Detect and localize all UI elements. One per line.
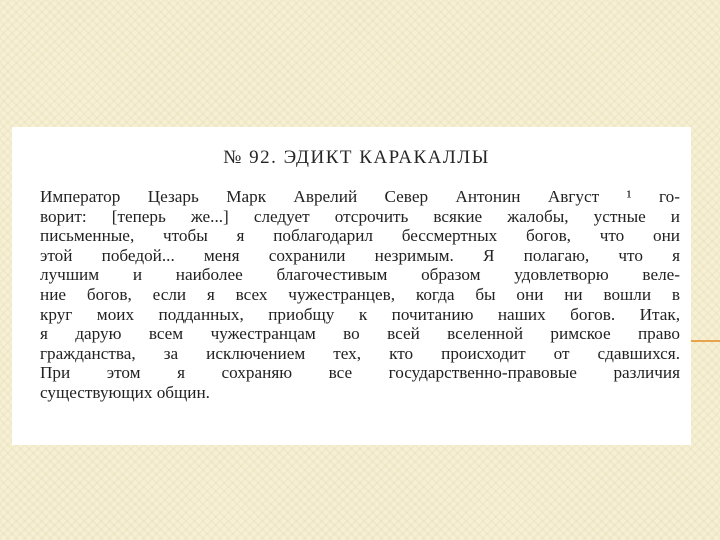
document-panel: [12, 127, 691, 445]
text-line-9: гражданства, за исключением тех, кто происходит от сдавшихся.: [40, 343, 680, 363]
text-line-10: При этом я сохраняю все государственно-правовые различия: [40, 363, 680, 383]
text-line-2: ворит: [теперь же...] следует отсрочить всякие жалобы, устные и: [40, 206, 680, 226]
text-line-7: круг моих подданных, приобщу к почитанию наших богов. Итак,: [40, 304, 680, 324]
text-line-1: Император Цезарь Марк Аврелий Север Антонин Август ¹ го-: [40, 187, 680, 206]
decorative-accent-line: [690, 340, 720, 342]
text-line-6: ние богов, если я всех чужестранцев, когда бы они ни вошли в: [40, 284, 680, 304]
text-line-4: этой победой... меня сохранили незримым. Я полагаю, что я: [40, 245, 680, 265]
document-body: [40, 187, 680, 403]
document-title: № 92. ЭДИКТ КАРАКАЛЛЫ: [223, 147, 490, 168]
text-line-11: существующих общин.: [40, 382, 210, 402]
text-line-3: письменные, чтобы я поблагодарил бессмертных богов, что они: [40, 226, 680, 246]
text-line-5: лучшим и наиболее благочестивым образом удовлетворю веле-: [40, 265, 680, 285]
text-line-8: я дарую всем чужестранцам во всей вселенной римское право: [40, 324, 680, 344]
